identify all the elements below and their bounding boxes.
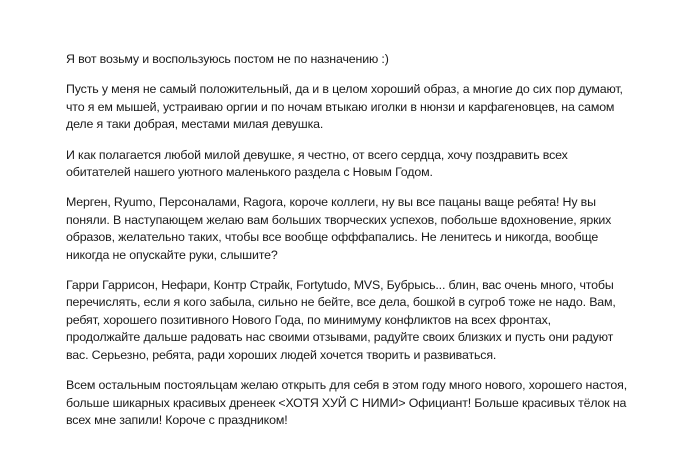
text-line: больше шикарных красивых дренеек <ХОТЯ ХУЙ С НИМИ> Официант! Больше красивых тёлок на bbox=[66, 395, 627, 410]
text-line: деле я таки добрая, местами милая девушка. bbox=[66, 117, 324, 132]
paragraph-colleagues bbox=[66, 194, 682, 264]
text-line: продолжайте дальше радовать нас своими отзывами, радуйте своих близких и пусть они радуют bbox=[66, 330, 614, 345]
paragraph-greeting bbox=[66, 147, 682, 182]
paragraph-intro bbox=[66, 51, 682, 68]
text-line: никогда не опускайте руки, слышите? bbox=[66, 247, 278, 262]
text-line: Я вот возьму и воспользуюсь постом не по назначению :) bbox=[66, 52, 389, 66]
text-line: Гарри Гаррисон, Нефари, Контр Страйк, Fortytudo, MVS, Бубрысь... блин, вас очень много, чтобы bbox=[66, 278, 614, 293]
text-line: всех мне запили! Короче с праздником! bbox=[66, 412, 288, 427]
text-line: И как полагается любой милой девушке, я честно, от всего сердца, хочу поздравить всех bbox=[66, 147, 568, 162]
text-line: обитателей нашего уютного маленького раздела с Новым Годом. bbox=[66, 165, 433, 180]
paragraph-others bbox=[66, 377, 682, 429]
text-line: Мерген, Ryumo, Персоналами, Ragora, короче коллеги, ну вы все пацаны ваще ребята! Ну вы bbox=[66, 195, 596, 210]
text-line: Всем остальным постояльцам желаю открыть для себя в этом году много нового, хорошего настоя, bbox=[66, 378, 628, 393]
paragraph-self-description bbox=[66, 81, 682, 133]
text-line: Пусть у меня не самый положительный, да и в целом хороший образ, а многие до сих пор думают, bbox=[66, 82, 623, 97]
text-line: вас. Серьезно, ребята, ради хороших людей хочется творить и развиваться. bbox=[66, 347, 497, 362]
text-line: ребят, хорошего позитивного Нового Года, по минимуму конфликтов на всех фронтах, bbox=[66, 312, 551, 327]
text-line: что я ем мышей, устраиваю оргии и по ночам втыкаю иголки в нюнзи и карфагеновцев, на самом bbox=[66, 99, 615, 114]
text-line: образов, желательно таких, чтобы все вообще офффапались. Не ленитесь и никогда, вообще bbox=[66, 230, 599, 245]
text-line: поняли. В наступающем желаю вам больших творческих успехов, побольше вдохновение, ярких bbox=[66, 212, 612, 227]
text-line: перечислять, если я кого забыла, сильно не бейте, все дела, бошкой в сугроб тоже не надо. Вам, bbox=[66, 295, 616, 310]
document-body bbox=[66, 51, 682, 442]
paragraph-reviewers bbox=[66, 277, 682, 364]
